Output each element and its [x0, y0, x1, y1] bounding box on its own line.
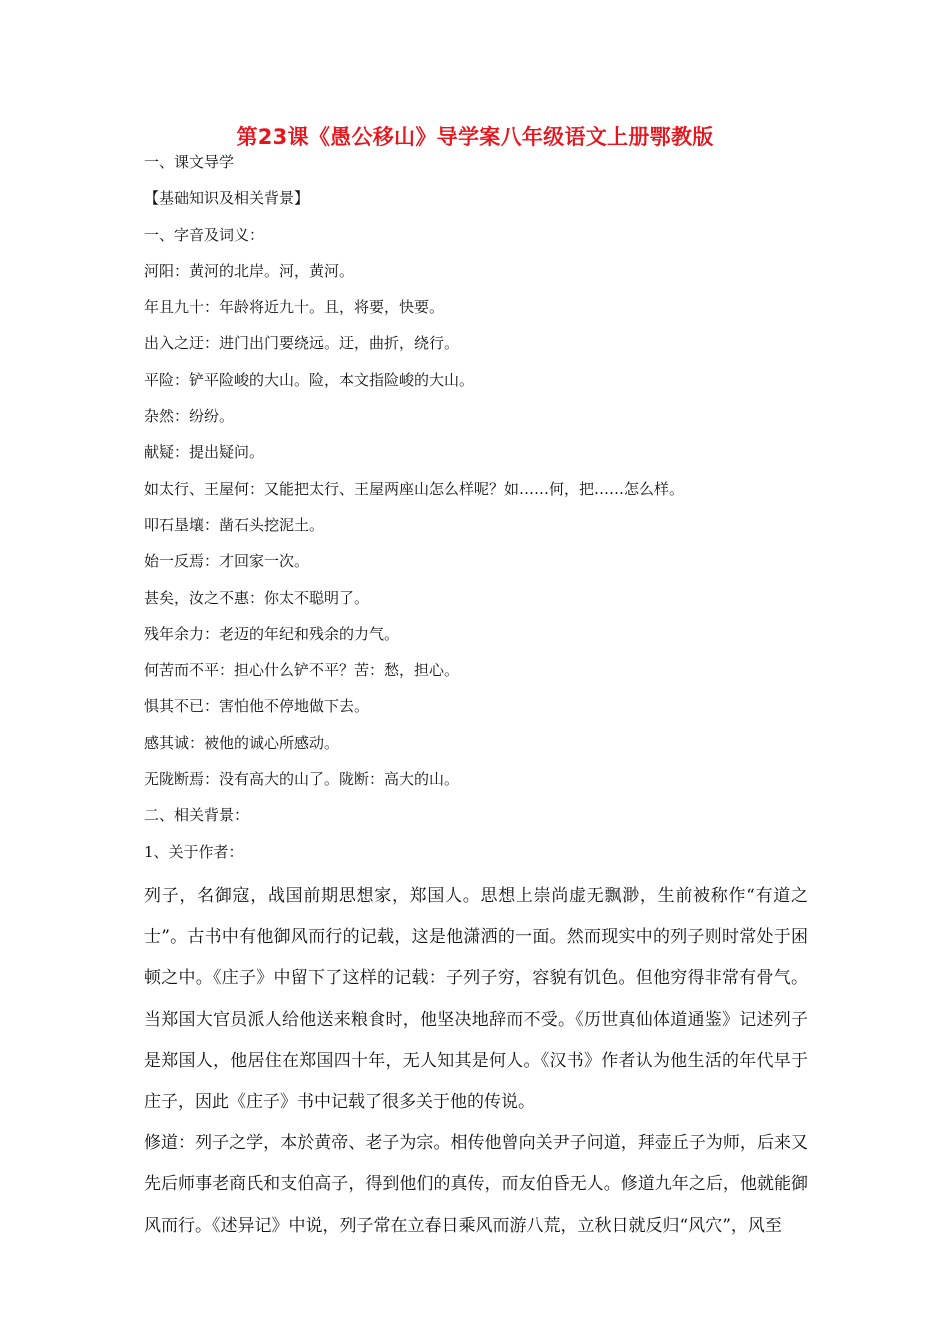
vocab-entry: 杂然：纷纷。 [144, 407, 235, 426]
vocab-entry: 感其诚：被他的诚心所感动。 [144, 733, 340, 752]
vocab-entry: 始一反焉：才回家一次。 [144, 552, 310, 571]
vocab-entry: 如太行、王屋何：又能把太行、王屋两座山怎么样呢？如……何，把……怎么样。 [144, 479, 685, 498]
subsection-heading: 【基础知识及相关背景】 [144, 189, 310, 208]
vocab-entry: 出入之迂：进门出门要绕远。迂，曲折，绕行。 [144, 334, 460, 353]
document-title: 第23课《愚公移山》导学案八年级语文上册鄂教版 [236, 125, 714, 149]
vocab-entry: 甚矣，汝之不惠：你太不聪明了。 [144, 588, 370, 607]
cultivation-paragraph: 修道：列子之学，本於黄帝、老子为宗。相传他曾向关尹子问道，拜壶丘子为师，后来又先后师事老商氏和支伯高子，得到他们的真传，而友伯昏无人。修道九年之后，他就能御风而行。《述异记》中说，列子常在立春日乘风而游八荒，立秋日就反归“风穴”，风至 [144, 1133, 808, 1236]
vocab-entry: 平险：铲平险峻的大山。险，本文指险峻的大山。 [144, 370, 475, 389]
vocab-entry: 残年余力：老迈的年纪和残余的力气。 [144, 624, 400, 643]
vocab-entry: 无陇断焉：没有高大的山了。陇断：高大的山。 [144, 770, 460, 789]
document-body [144, 148, 808, 1247]
subsection-heading: 一、字音及词义： [144, 225, 265, 244]
vocab-entry: 年且九十：年龄将近九十。且，将要，快要。 [144, 298, 445, 317]
vocab-entry: 惧其不已：害怕他不停地做下去。 [144, 697, 370, 716]
vocab-entry: 何苦而不平：担心什么铲不平？苦：愁，担心。 [144, 661, 460, 680]
section-heading: 二、相关背景： [144, 806, 250, 825]
subsection-heading: 1、关于作者： [144, 842, 244, 861]
vocab-entry: 河阳：黄河的北岸。河，黄河。 [144, 261, 355, 280]
author-paragraph: 列子，名御寇，战国前期思想家，郑国人。思想上崇尚虚无飘渺，生前被称作“有道之士”。古书中有他御风而行的记载，这是他潇洒的一面。然而现实中的列子则时常处于困顿之中。《庄子》中留下了这样的记载：子列子穷，容貌有饥色。但他穷得非常有骨气。当郑国大官员派人给他送来粮食时，他坚决地辞而不受。《历世真仙体道通鉴》记述列子是郑国人，他居住在郑国四十年，无人知其是何人。《汉书》作者认为他生活的年代早于庄子，因此《庄子》书中记载了很多关于他的传说。 [144, 885, 808, 1112]
vocab-entry: 献疑：提出疑问。 [144, 443, 265, 462]
vocab-entry: 叩石垦壤：凿石头挖泥土。 [144, 515, 325, 534]
section-heading: 一、课文导学 [144, 153, 235, 171]
